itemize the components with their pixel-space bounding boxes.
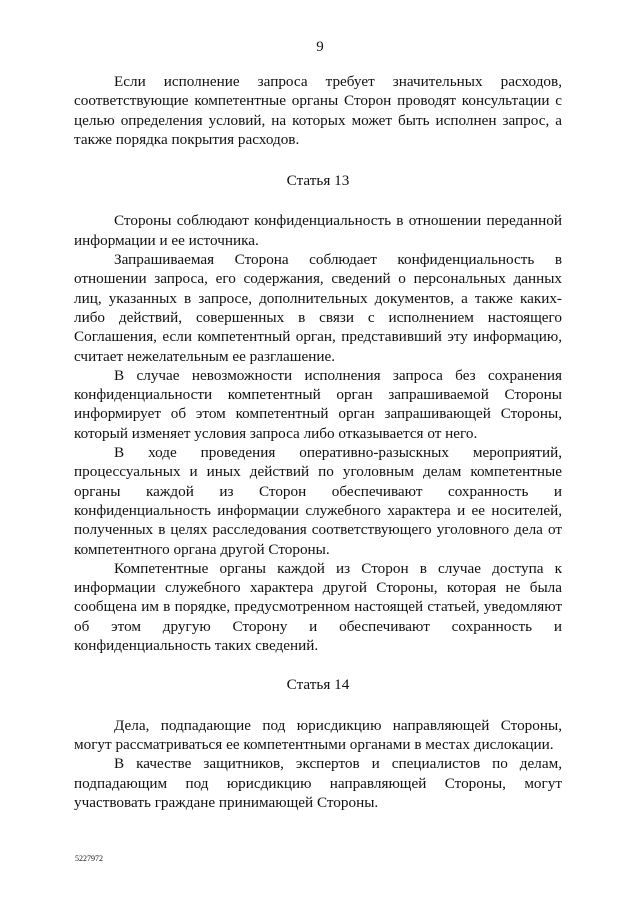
article-13-heading: Статья 13: [286, 172, 350, 190]
article-13-paragraph: Компетентные органы каждой из Сторон в случае доступа к информации служебного характера другой Стороны, которая не была сообщена им в порядке, предусмотренном настоящей статьей, уведомляют об этом другую Сторону и обеспечивают сохранность и конфиденциальность таких сведений.: [74, 559, 562, 655]
page-number: 9: [316, 39, 324, 55]
article-14-heading: Статья 14: [286, 676, 350, 694]
paragraph-expenses: Если исполнение запроса требует значительных расходов, соответствующие компетентные органы Сторон проводят консультации с целью определения условий, на которых может быть исполнен запрос, а также порядка покрытия расходов.: [74, 73, 562, 148]
article-13-paragraph: Запрашиваемая Сторона соблюдает конфиденциальность в отношении запроса, его содержания, сведений о персональных данных лиц, указанных в запросе, дополнительных документов, а также каких-либо действий, совершенных в связи с исполнением настоящего Соглашения, если компетентный орган, представивший эту информацию, считает нежелательным ее разглашение.: [74, 251, 562, 365]
article-14-paragraph: В качестве защитников, экспертов и специалистов по делам, подпадающим под юрисдикцию направляющей Стороны, могут участвовать граждане принимающей Стороны.: [74, 755, 562, 811]
article-14-paragraph: Дела, подпадающие под юрисдикцию направляющей Стороны, могут рассматриваться ее компетентными органами в местах дислокации.: [74, 716, 562, 753]
document-body: [74, 72, 562, 812]
document-code: 5227972: [75, 854, 103, 863]
article-13-paragraph: Стороны соблюдают конфиденциальность в отношении переданной информации и ее источника.: [74, 212, 562, 249]
article-13-paragraph: В случае невозможности исполнения запроса без сохранения конфиденциальности компетентный орган запрашиваемой Стороны информирует об этом компетентный орган запрашивающей Стороны, который изменяет условия запроса либо отказывается от него.: [74, 366, 562, 442]
article-13-paragraph: В ходе проведения оперативно-разыскных мероприятий, процессуальных и иных действий по уголовным делам компетентные органы каждой из Сторон обеспечивают сохранность и конфиденциальность информации служебного характера и ее носителей, полученных в целях расследования соответствующего уголовного дела от компетентного органа другой Стороны.: [74, 444, 562, 558]
